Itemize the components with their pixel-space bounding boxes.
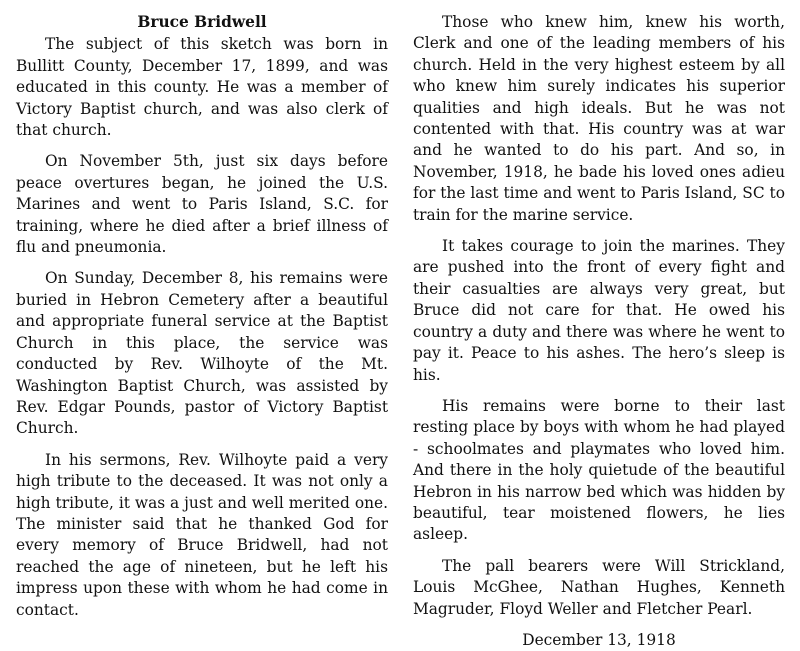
left-column	[16, 12, 388, 631]
paragraph-pall-bearers: The pall bearers were Will Strickland, Louis McGhee, Nathan Hughes, Kenneth Magruder, Floyd Weller and Fletcher Pearl.	[413, 556, 785, 618]
article-date: December 13, 1918	[522, 630, 676, 649]
paragraph-burial: On Sunday, December 8, his remains were buried in Hebron Cemetery after a beautiful and appropriate funeral service at the Baptist Church in this place, the service was conducted by Rev. Wilhoyte of the Mt. Washington Baptist Church, was assisted by Rev. Edgar Pounds, pastor of Victory Baptist Church.	[16, 269, 388, 438]
paragraph-courage: It takes courage to join the marines. They are pushed into the front of every fight and their casualties are always very great, but Bruce did not care for that. He owed his country a duty and there was where he went to pay it. Peace to his ashes. The hero’s sleep is his.	[413, 237, 785, 384]
paragraph-sermon: In his sermons, Rev. Wilhoyte paid a very high tribute to the deceased. It was not only a high tribute, it was a just and well merited one. The minister said that he thanked God for every memory of Bruce Bridwell, had not reached the age of nineteen, but he left his impress upon these with whom he had come in contact.	[16, 450, 388, 619]
right-column	[413, 12, 785, 651]
paragraph-birth: The subject of this sketch was born in Bullitt County, December 17, 1899, and was educated in this county. He was a member of Victory Baptist church, and was also clerk of that church.	[16, 35, 388, 140]
paragraph-enlistment: On November 5th, just six days before peace overtures began, he joined the U.S. Marines and went to Paris Island, S.C. for training, where he died after a brief illness of flu and pneumonia.	[16, 152, 388, 257]
article-title: Bruce Bridwell	[137, 13, 267, 31]
paragraph-character: Those who knew him, knew his worth, Clerk and one of the leading members of his church. Held in the very highest esteem by all who knew him surely indicates his superior qualities and high ideals. But he was not contented with that. His country was at war and he wanted to do his part. And so, in November, 1918, he bade his loved ones adieu for the last time and went to Paris Island, SC to train for the marine service.	[413, 13, 785, 224]
paragraph-remains: His remains were borne to their last resting place by boys with whom he had played - schoolmates and playmates who loved him. And there in the holy quietude of the beautiful Hebron in his narrow bed which was hidden by beautiful, tear moistened flowers, he lies asleep.	[413, 396, 785, 544]
